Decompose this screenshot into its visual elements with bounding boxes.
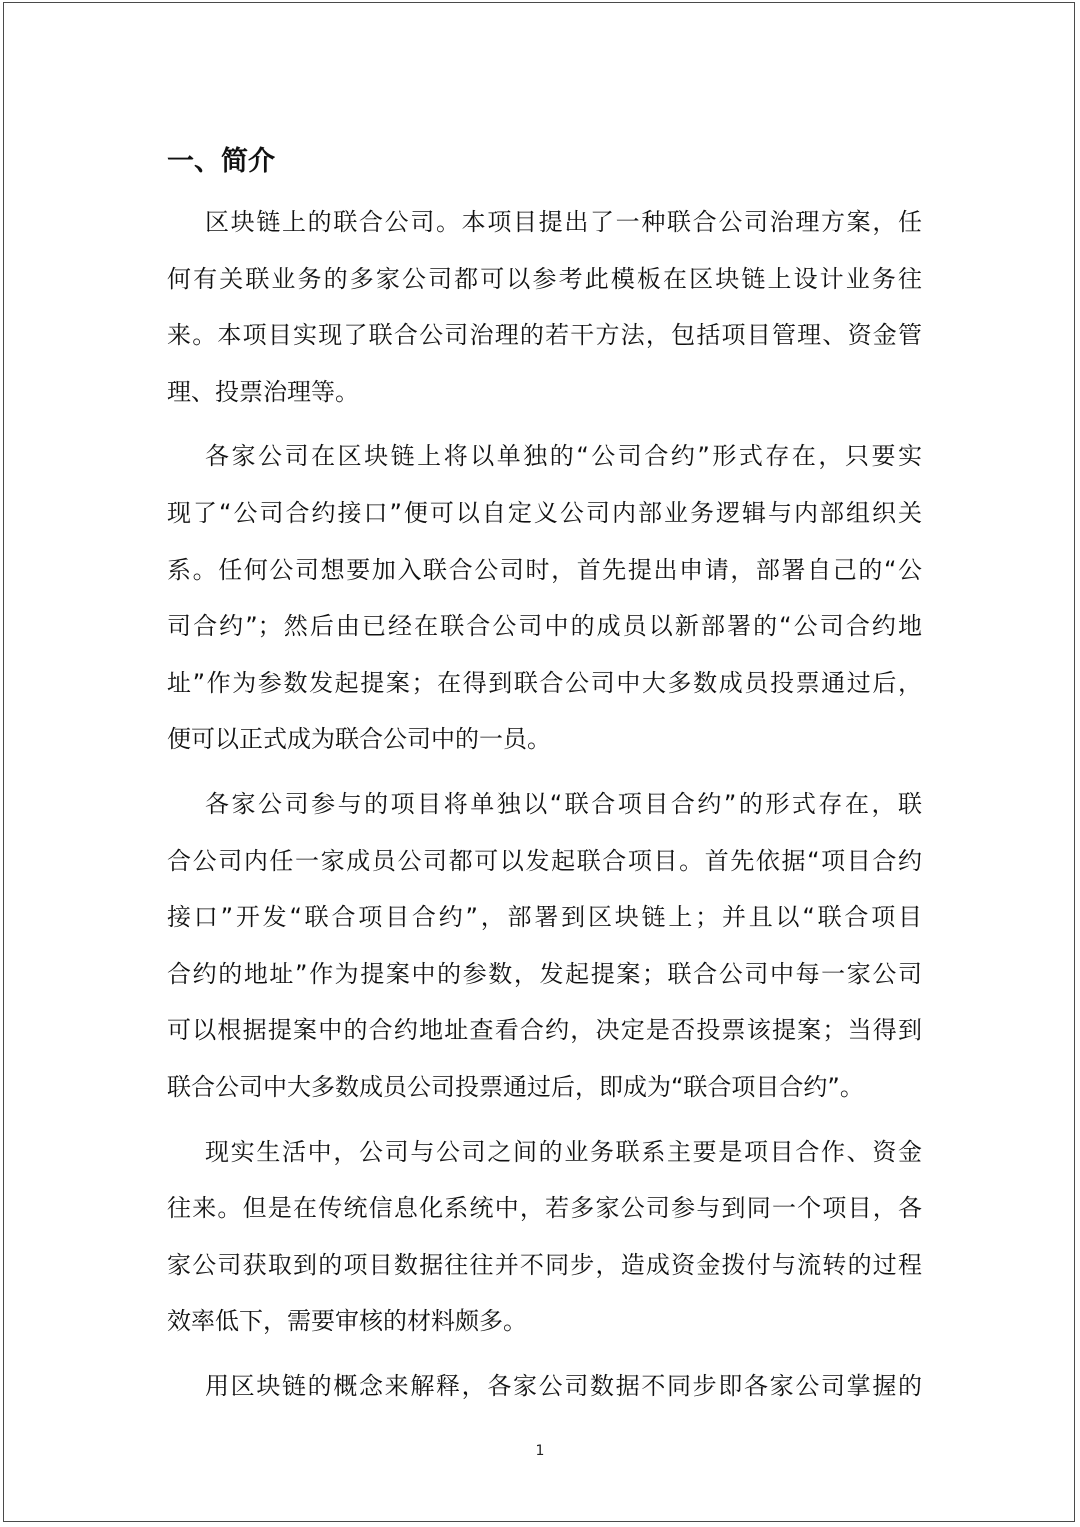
paragraph-line: 接口”开发“联合项目合约”，部署到区块链上；并且以“联合项目 [167, 903, 922, 932]
paragraph-line: 合公司内任一家成员公司都可以发起联合项目。首先依据“项目合约 [167, 846, 922, 875]
paragraph-line: 便可以正式成为联合公司中的一员。 [167, 725, 551, 754]
paragraph-line: 理、投票治理等。 [167, 377, 359, 406]
paragraph-line: 何有关联业务的多家公司都可以参考此模板在区块链上设计业务往 [167, 264, 922, 293]
paragraph-line: 各家公司在区块链上将以单独的“公司合约”形式存在，只要实 [205, 442, 922, 471]
paragraph-line: 效率低下，需要审核的材料颇多。 [167, 1307, 527, 1336]
paragraph-line: 现实生活中，公司与公司之间的业务联系主要是项目合作、资金 [205, 1137, 922, 1166]
paragraph-4 [167, 1124, 922, 1350]
paragraph-line: 家公司获取到的项目数据往往并不同步，造成资金拨付与流转的过程 [167, 1250, 922, 1279]
paragraph-line: 区块链上的联合公司。本项目提出了一种联合公司治理方案，任 [205, 208, 922, 236]
section-heading: 一、简介 [167, 146, 275, 177]
paragraph-line: 合约的地址”作为提案中的参数，发起提案；联合公司中每一家公司 [167, 959, 922, 988]
paragraph-line: 用区块链的概念来解释，各家公司数据不同步即各家公司掌握的 [205, 1371, 922, 1400]
paragraph-line: 现了“公司合约接口”便可以自定义公司内部业务逻辑与内部组织关 [167, 498, 922, 527]
page-number: 1 [535, 1443, 545, 1459]
paragraph-3 [167, 776, 922, 1116]
paragraph-line: 联合公司中大多数成员公司投票通过后，即成为“联合项目合约”。 [167, 1072, 864, 1101]
paragraph-1 [167, 194, 922, 420]
paragraph-line: 往来。但是在传统信息化系统中，若多家公司参与到同一个项目，各 [167, 1194, 922, 1223]
paragraph-line: 址”作为参数发起提案；在得到联合公司中大多数成员投票通过后， [167, 668, 922, 697]
document-page [3, 2, 1075, 1522]
paragraph-line: 司合约”；然后由已经在联合公司中的成员以新部署的“公司合约地 [167, 612, 922, 641]
paragraph-line: 各家公司参与的项目将单独以“联合项目合约”的形式存在，联 [205, 789, 922, 818]
paragraph-2 [167, 428, 922, 768]
paragraph-line: 可以根据提案中的合约地址查看合约，决定是否投票该提案；当得到 [167, 1016, 922, 1045]
paragraph-line: 来。本项目实现了联合公司治理的若干方法，包括项目管理、资金管 [167, 321, 922, 350]
paragraph-line: 系。任何公司想要加入联合公司时，首先提出申请，部署自己的“公 [167, 555, 922, 584]
page-content [167, 138, 922, 1422]
paragraph-5 [167, 1358, 922, 1415]
